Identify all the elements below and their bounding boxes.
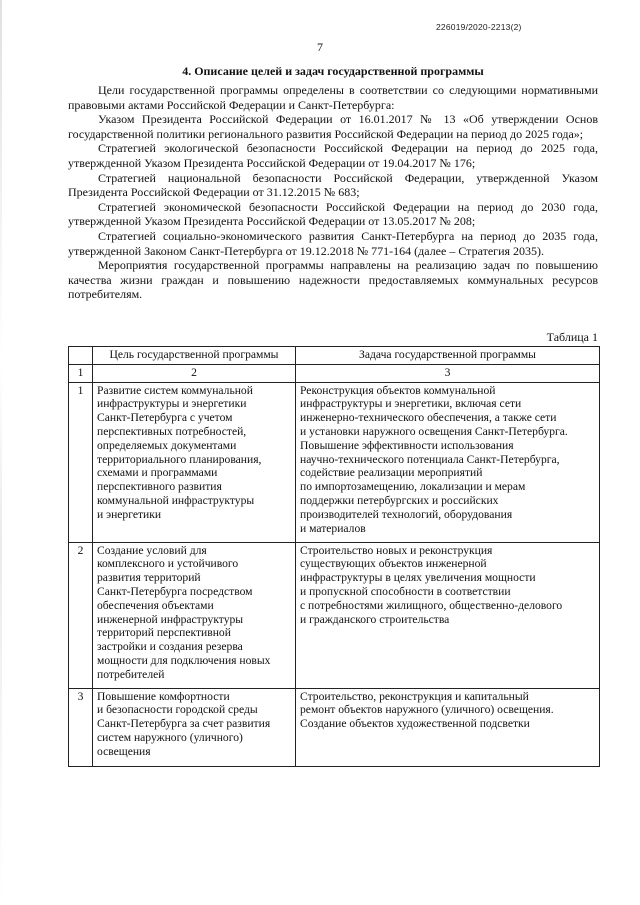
goal-line: территорий перспективной <box>97 626 231 640</box>
paragraph: Мероприятия государственной программы направлены на реализацию задач по повышению качества жизни граждан и повышению надежности предоставляемых коммунальных ресурсов потребителям. <box>68 258 598 302</box>
goal-line: Санкт-Петербурга с учетом <box>97 411 233 425</box>
task-line: Строительство, реконструкция и капитальный <box>300 689 529 703</box>
row-number: 2 <box>69 542 93 688</box>
task-line: Создание объектов художественной подсветки <box>300 717 530 731</box>
page-number: 7 <box>317 40 323 54</box>
task-line: и установки наружного освещения Санкт-Петербурга. <box>300 424 568 438</box>
paragraph: Стратегией социально-экономического развития Санкт-Петербурга на период до 2035 года, утвержденной Законом Санкт-Петербурга от 19.12.2018 № 771-164 (далее – Стратегия 2035). <box>68 228 598 258</box>
row-number: 1 <box>69 382 93 542</box>
goal-line: потребителей <box>97 667 165 681</box>
document-id: 226019/2020-2213(2) <box>436 22 522 32</box>
goal-cell <box>93 688 296 766</box>
paragraph: Стратегией экономической безопасности Российской Федерации на период до 2030 года, утвержденной Указом Президента Российской Федерации от 13.05.2017 № 208; <box>68 199 598 229</box>
header-cell-task: Задача государственной программы <box>296 347 600 365</box>
goal-line: развития территорий <box>97 571 201 585</box>
goal-line: схемами и программами <box>97 466 218 480</box>
task-line: и гражданского строительства <box>300 612 450 626</box>
numbering-cell: 3 <box>296 364 600 382</box>
goal-line: систем наружного (уличного) <box>97 730 243 744</box>
goal-line: и энергетики <box>97 507 162 521</box>
task-line: инфраструктуры и энергетики, включая сети <box>300 397 522 411</box>
numbering-cell: 2 <box>93 364 296 382</box>
paragraph: Стратегией национальной безопасности Российской Федерации, утвержденной Указом Президента Российской Федерации от 31.12.2015 № 683; <box>68 170 598 200</box>
table-row <box>69 688 600 766</box>
section-body <box>68 83 598 302</box>
task-line: Реконструкция объектов коммунальной <box>300 383 496 397</box>
goal-cell <box>93 542 296 688</box>
paragraph: Цели государственной программы определены в соответствии со следующими нормативными правовыми актами Российской Федерации и Санкт-Петербурга: <box>68 83 598 112</box>
table-caption: Таблица 1 <box>546 330 598 344</box>
paragraph: Стратегией экологической безопасности Российской Федерации на период до 2025 года, утвержденной Указом Президента Российской Федерации от 19.04.2017 № 176; <box>68 141 598 170</box>
row-number: 3 <box>69 688 93 766</box>
goal-line: застройки и создания резерва <box>97 640 243 654</box>
scan-edge <box>0 0 2 905</box>
task-line: научно-технического потенциала Санкт-Петербурга, <box>300 452 560 466</box>
goal-line: Создание условий для <box>97 543 207 557</box>
section-title: 4. Описание целей и задач государственной программы <box>182 64 484 78</box>
goal-line: перспективного развития <box>97 480 222 494</box>
numbering-cell: 1 <box>69 364 93 382</box>
task-line: и материалов <box>300 521 366 535</box>
goal-line: и безопасности городской среды <box>97 703 258 717</box>
goal-line: Санкт-Петербурга за счет развития <box>97 717 271 731</box>
goal-line: территориального планирования, <box>97 452 262 466</box>
task-line: инженерно-технического обеспечения, а также сети <box>300 411 557 425</box>
task-cell <box>296 382 600 542</box>
goal-line: инженерной инфраструктуры <box>97 612 244 626</box>
goals-table <box>68 346 600 767</box>
goal-line: перспективных потребностей, <box>97 424 247 438</box>
goal-line: определяемых документами <box>97 438 237 452</box>
task-line: содействие реализации мероприятий <box>300 466 483 480</box>
task-line: с потребностями жилищного, общественно-делового <box>300 598 563 612</box>
table-header-row <box>69 347 600 365</box>
task-line: Повышение эффективности использования <box>300 438 514 452</box>
goal-line: Санкт-Петербурга посредством <box>97 584 253 598</box>
header-cell-number <box>69 347 93 365</box>
task-line: существующих объектов инженерной <box>300 557 487 571</box>
task-line: производителей технологий, оборудования <box>300 507 513 521</box>
task-cell <box>296 688 600 766</box>
task-line: ремонт объектов наружного (уличного) освещения. <box>300 703 554 717</box>
goal-line: коммунальной инфраструктуры <box>97 493 255 507</box>
table-numbering-row <box>69 364 600 382</box>
header-cell-goal: Цель государственной программы <box>93 347 296 365</box>
goal-cell <box>93 382 296 542</box>
goal-line: мощности для подключения новых <box>97 653 271 667</box>
task-line: Строительство новых и реконструкция <box>300 543 493 557</box>
task-line: поддержки петербургских и российских <box>300 493 499 507</box>
task-line: по импортозамещению, локализации и мерам <box>300 480 526 494</box>
task-line: инфраструктуры в целях увеличения мощности <box>300 571 536 585</box>
goal-line: комплексного и устойчивого <box>97 557 239 571</box>
task-cell <box>296 542 600 688</box>
goal-line: освещения <box>97 744 151 758</box>
paragraph: Указом Президента Российской Федерации от 16.01.2017 № 13 «Об утверждении Основ государственной политики регионального развития Российской Федерации на период до 2025 года»; <box>68 112 598 141</box>
table-row <box>69 542 600 688</box>
task-line: и пропускной способности в соответствии <box>300 584 511 598</box>
table-row <box>69 382 600 542</box>
goal-line: обеспечения объектами <box>97 598 214 612</box>
goal-line: инфраструктуры и энергетики <box>97 397 247 411</box>
goal-line: Повышение комфортности <box>97 689 230 703</box>
goal-line: Развитие систем коммунальной <box>97 383 253 397</box>
